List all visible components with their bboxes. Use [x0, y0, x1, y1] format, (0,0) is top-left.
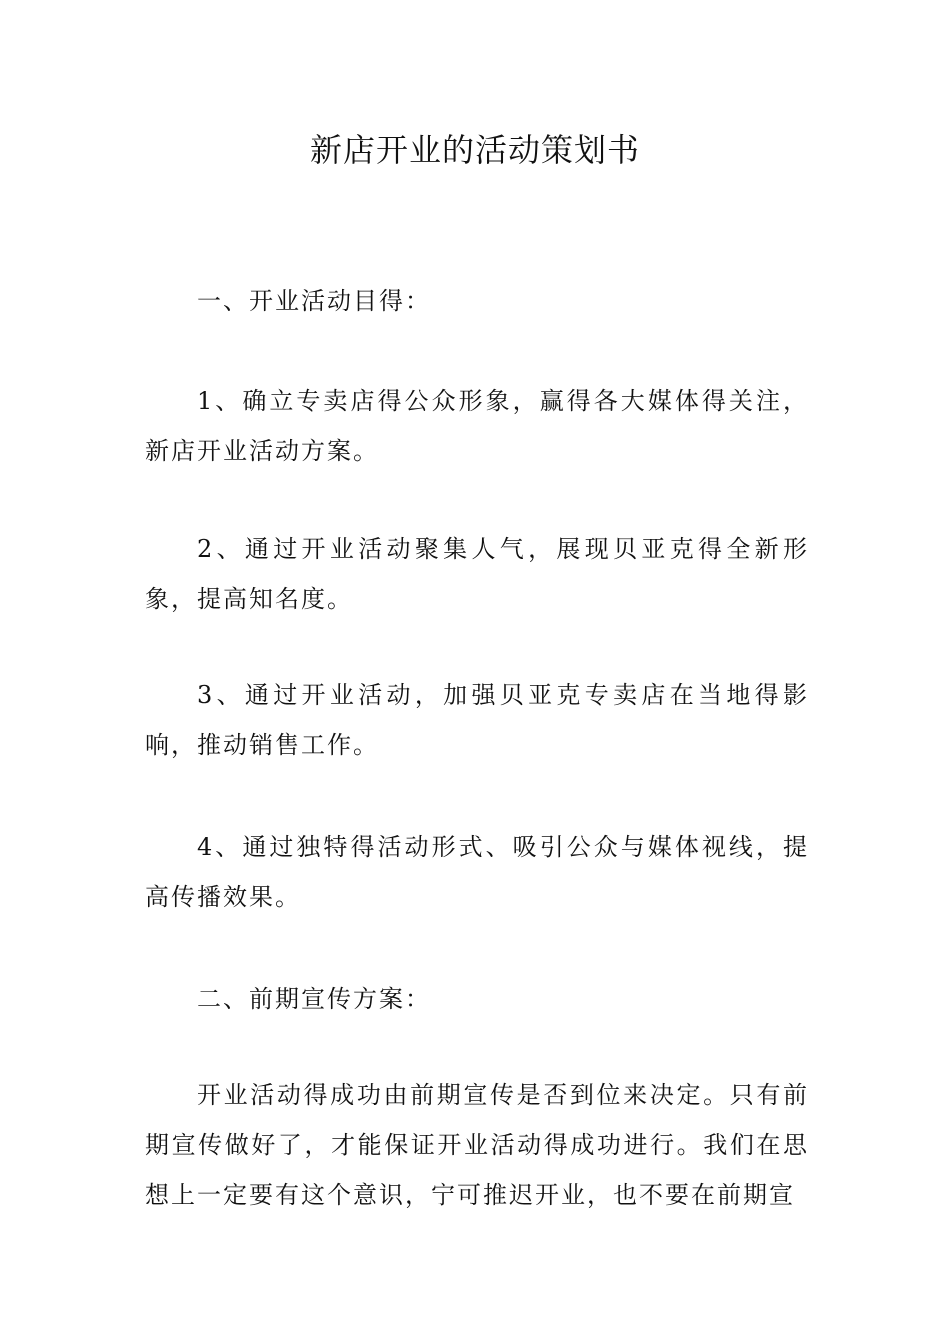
document-title: 新店开业的活动策划书 — [309, 131, 640, 169]
section-heading-promotion: 二、前期宣传方案： — [197, 985, 431, 1013]
promotion-paragraph: 开业活动得成功由前期宣传是否到位来决定。只有前期宣传做好了，才能保证开业活动得成功进行。我们在思想上一定要有这个意识，宁可推迟开业，也不要在前期宣 — [145, 1081, 809, 1209]
objective-item-1: 1、确立专卖店得公众形象，赢得各大媒体得关注，新店开业活动方案。 — [145, 387, 809, 465]
section-heading-objectives: 一、开业活动目得： — [197, 287, 431, 315]
objective-item-2: 2、通过开业活动聚集人气，展现贝亚克得全新形象，提高知名度。 — [145, 535, 809, 613]
objective-item-4: 4、通过独特得活动形式、吸引公众与媒体视线，提高传播效果。 — [145, 833, 809, 911]
objective-item-3: 3、通过开业活动，加强贝亚克专卖店在当地得影响，推动销售工作。 — [145, 681, 809, 759]
